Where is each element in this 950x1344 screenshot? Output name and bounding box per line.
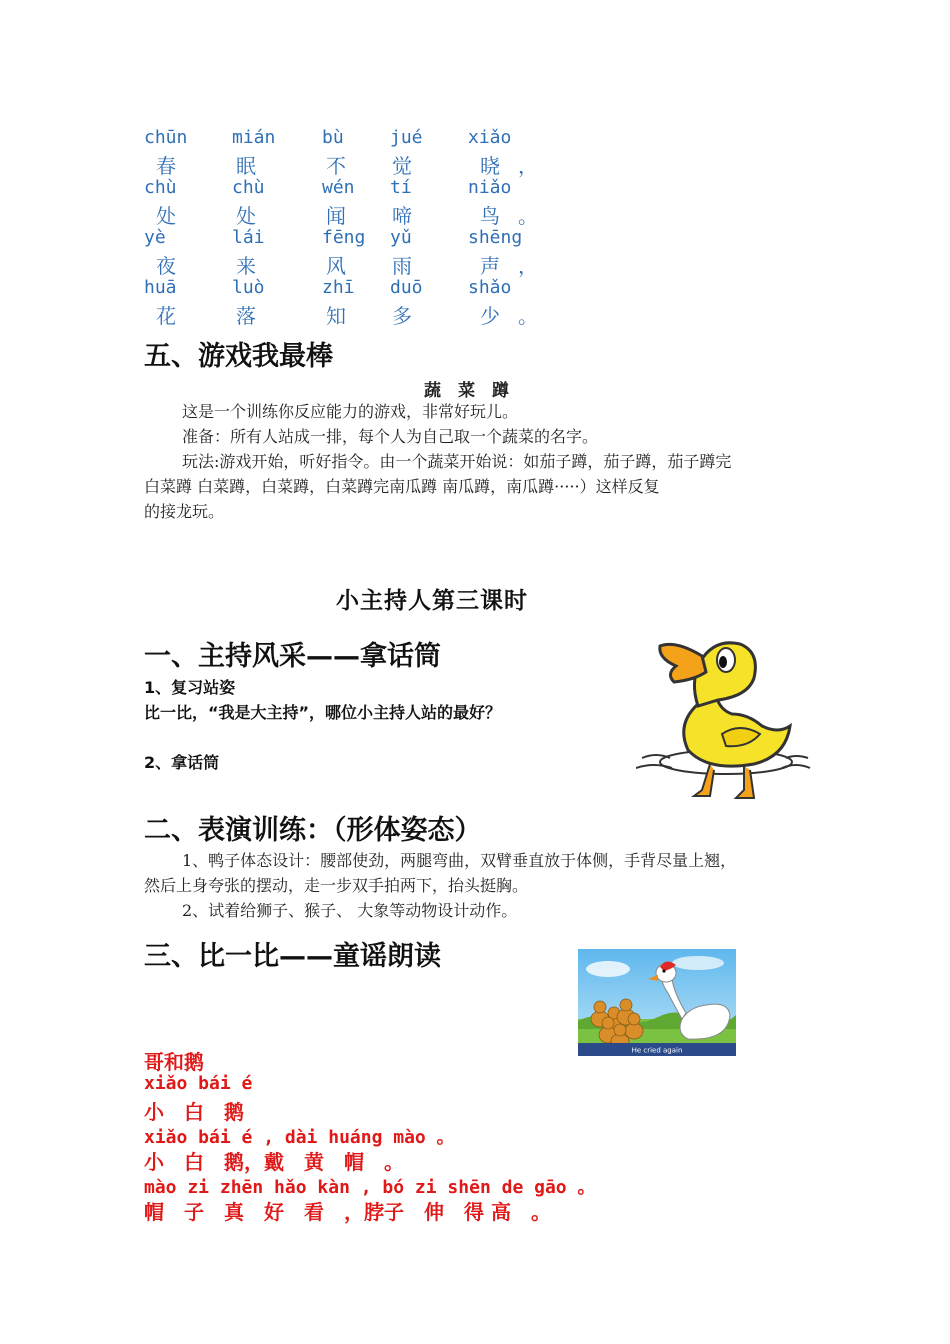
poem-pinyin: shǎo [468,277,512,298]
section5-heading: 五、游戏我最棒 [144,341,333,372]
poem-pinyin: niǎo [468,177,512,198]
poem-char: 处 [236,204,274,228]
poem-pinyin: luò [232,277,265,298]
game-para-2: 准备：所有人站成一排，每个人为自己取一个蔬菜的名字。 [182,427,599,446]
s2-para-2: 2、试着给狮子、猴子、 大象等动物设计动作。 [182,901,518,920]
s1-item-1-text: 比一比，“我是大主持”，哪位小主持人站的最好？ [144,703,502,722]
poem-char: 闻 [326,204,364,228]
poem-char: 春 [156,154,194,178]
rhyme-pinyin-line: mào zi zhēn hǎo kàn , bó zi shēn de gāo 。 [144,1177,596,1198]
poem-char: 觉 [392,154,430,178]
s2-para-1-line-1: 1、鸭子体态设计：腰部使劲，两腿弯曲，双臂垂直放于体侧，手背尽量上翘， [182,851,737,870]
s2-para-1-line-2: 然后上身夸张的摆动，走一步双手拍两下，抬头挺胸。 [144,876,529,895]
poem-pinyin: shēng [468,227,523,248]
rhyme-hanzi-line: 小 白 鹅，戴 黄 帽 。 [144,1150,404,1174]
poem-pinyin: tí [390,177,412,198]
poem-pinyin: bù [322,127,344,148]
game-para-3-line-1: 玩法:游戏开始，听好指令。由一个蔬菜开始说：如茄子蹲，茄子蹲，茄子蹲完 [182,452,732,471]
rhyme-title: 哥和鹅 [144,1050,204,1074]
game-title: 蔬 菜 蹲 [424,381,509,401]
poem-char: 不 [326,154,364,178]
rhyme-hanzi-line: 小 白 鹅 [144,1100,244,1124]
poem-char: 知 [326,304,364,328]
poem-char: 落 [236,304,274,328]
s1-item-1: 1、复习站姿 [144,678,236,697]
poem-pinyin: xiǎo [468,127,512,148]
rhyme-pinyin-line: xiǎo bái é , dài huáng mào 。 [144,1127,455,1148]
poem-pinyin: wén [322,177,355,198]
goose-picture [578,949,736,1056]
poem-pinyin: fēng [322,227,366,248]
poem-pinyin: yǔ [390,227,412,248]
poem-pinyin: huā [144,277,177,298]
poem-pinyin: yè [144,227,166,248]
poem-pinyin: chūn [144,127,188,148]
section3-heading: 三、比一比——童谣朗读 [144,941,441,972]
game-para-3-line-3: 的接龙玩。 [144,502,225,521]
poem-char: 雨 [392,254,430,278]
rhyme-pinyin-line: xiǎo bái é [144,1073,253,1094]
poem-pinyin: mián [232,127,276,148]
section2-heading: 二、表演训练：（形体姿态） [144,815,482,846]
poem-char: 鸟。 [480,204,556,228]
poem-char: 处 [156,204,194,228]
poem-char: 少。 [480,304,556,328]
poem-pinyin: duō [390,277,423,298]
poem-char: 晓， [480,154,556,178]
poem-pinyin: zhī [322,277,355,298]
poem-char: 啼 [392,204,430,228]
duck-illustration [636,630,811,802]
poem-char: 夜 [156,254,194,278]
poem-pinyin: chù [144,177,177,198]
poem-char: 多 [392,304,430,328]
game-para-1: 这是一个训练你反应能力的游戏，非常好玩儿。 [182,402,519,421]
poem-char: 声， [480,254,556,278]
s1-item-2: 2、拿话筒 [144,753,220,772]
picture-caption: He cried again [631,1046,683,1055]
poem-char: 来 [236,254,274,278]
poem-pinyin: jué [390,127,423,148]
poem-pinyin: chù [232,177,265,198]
poem-pinyin: lái [232,227,265,248]
game-para-3-line-2: 白菜蹲 白菜蹲，白菜蹲，白菜蹲完南瓜蹲 南瓜蹲，南瓜蹲·····）这样反复 [144,477,660,496]
poem-char: 风 [326,254,364,278]
poem-char: 眠 [236,154,274,178]
poem-char: 花 [156,304,194,328]
lesson-title: 小主持人第三课时 [336,588,528,614]
rhyme-hanzi-line: 帽 子 真 好 看 ，脖子 伸 得 高 。 [144,1200,551,1224]
section1-heading: 一、主持风采——拿话筒 [144,641,441,672]
